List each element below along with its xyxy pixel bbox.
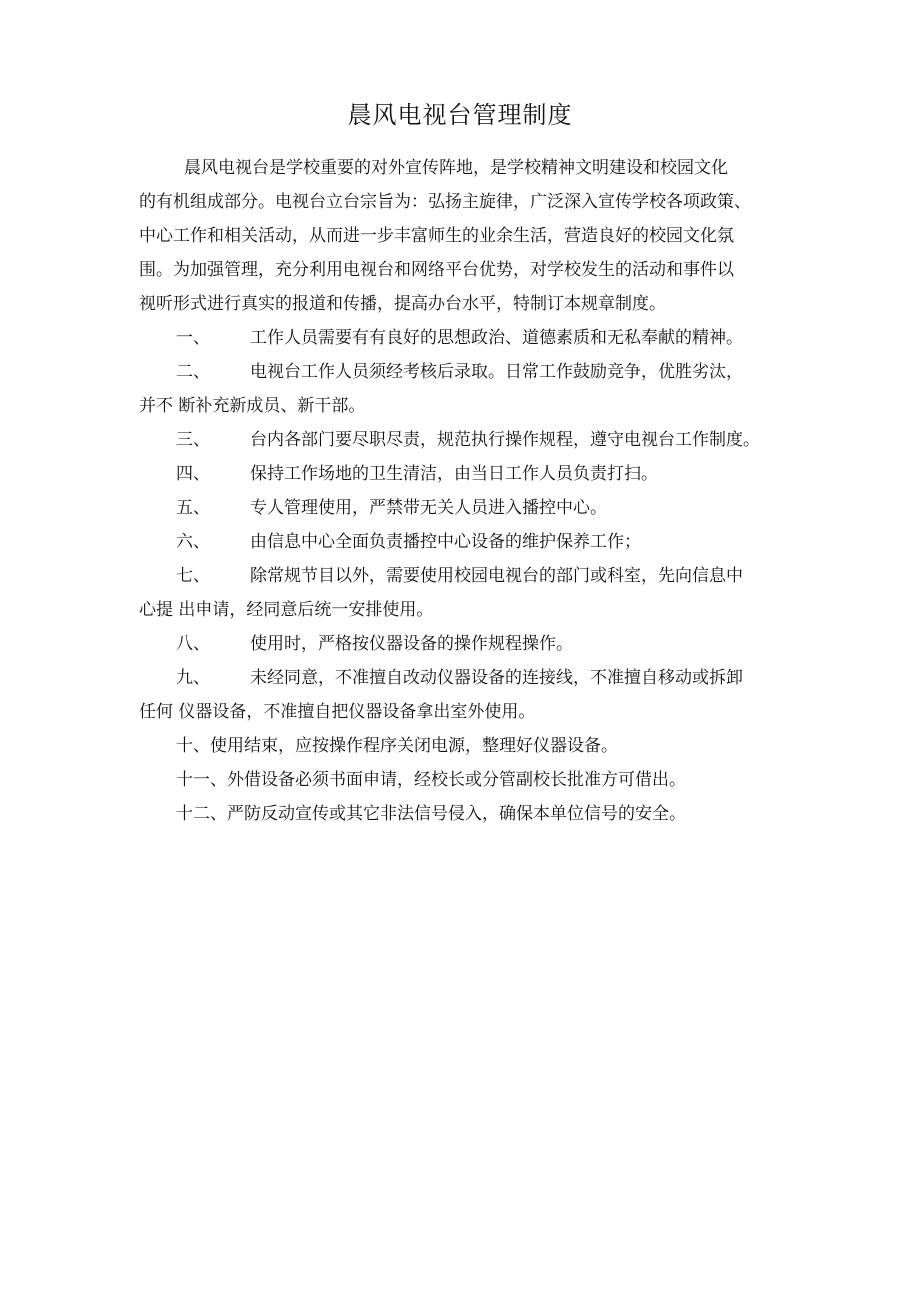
rule-text-continued: 并不 断补充新成员、新干部。 bbox=[139, 396, 366, 416]
rule-number: 七、 bbox=[176, 566, 210, 586]
rule-item: 十、使用结束，应按操作程序关闭电源，整理好仪器设备。 bbox=[176, 736, 618, 756]
rule-text: 使用时，严格按仪器设备的操作规程操作。 bbox=[250, 634, 573, 654]
intro-line: 视听形式进行真实的报道和传播，提高办台水平，特制订本规章制度。 bbox=[139, 294, 666, 314]
rule-number: 四、 bbox=[176, 464, 210, 484]
rule-number: 九、 bbox=[176, 668, 210, 688]
rule-text: 台内各部门要尽职尽责，规范执行操作规程，遵守电视台工作制度。 bbox=[250, 430, 760, 450]
intro-line: 围。为加强管理，充分利用电视台和网络平台优势，对学校发生的活动和事件以 bbox=[139, 260, 734, 280]
rule-number: 一、 bbox=[176, 328, 210, 348]
intro-line: 晨风电视台是学校重要的对外宣传阵地，是学校精神文明建设和校园文化 bbox=[184, 158, 728, 178]
rule-text: 由信息中心全面负责播控中心设备的维护保养工作； bbox=[250, 532, 641, 552]
rule-number: 二、 bbox=[176, 362, 210, 382]
rule-number: 三、 bbox=[176, 430, 210, 450]
intro-line: 的有机组成部分。电视台立台宗旨为：弘扬主旋律，广泛深入宣传学校各项政策、 bbox=[139, 192, 751, 212]
rule-item: 十一、外借设备必须书面申请，经校长或分管副校长批准方可借出。 bbox=[176, 770, 686, 790]
rule-item: 十二、严防反动宣传或其它非法信号侵入，确保本单位信号的安全。 bbox=[176, 804, 686, 824]
rule-text: 电视台工作人员须经考核后录取。日常工作鼓励竞争，优胜劣汰， bbox=[250, 362, 743, 382]
rule-number: 六、 bbox=[176, 532, 210, 552]
rule-text: 未经同意，不准擅自改动仪器设备的连接线，不准擅自移动或拆卸 bbox=[250, 668, 743, 688]
rule-text: 除常规节目以外，需要使用校园电视台的部门或科室，先向信息中 bbox=[250, 566, 743, 586]
intro-line: 中心工作和相关活动，从而进一步丰富师生的业余生活，营造良好的校园文化氛 bbox=[139, 226, 734, 246]
rule-number: 五、 bbox=[176, 498, 210, 518]
rule-text: 保持工作场地的卫生清洁，由当日工作人员负责打扫。 bbox=[250, 464, 658, 484]
rule-number: 八、 bbox=[176, 634, 210, 654]
rule-text: 专人管理使用，严禁带无关人员进入播控中心。 bbox=[250, 498, 607, 518]
rule-text: 工作人员需要有有良好的思想政治、道德素质和无私奉献的精神。 bbox=[250, 328, 743, 348]
rule-text-continued: 任何 仪器设备，不准擅自把仪器设备拿出室外使用。 bbox=[139, 702, 536, 722]
page-title: 晨风电视台管理制度 bbox=[347, 101, 573, 129]
rule-text-continued: 心提 出申请，经同意后统一安排使用。 bbox=[139, 600, 434, 620]
